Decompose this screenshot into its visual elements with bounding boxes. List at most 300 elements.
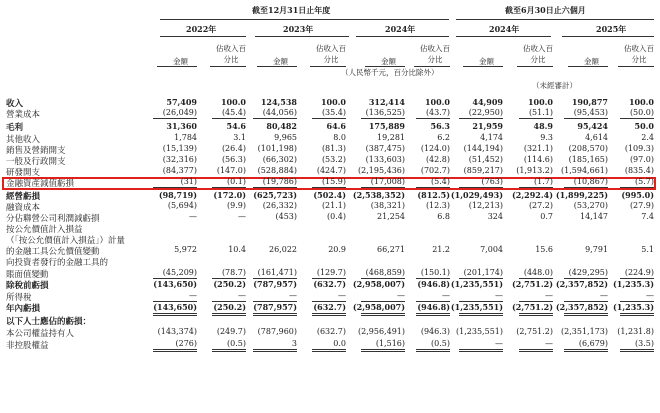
row-value: (53,270)	[573, 201, 608, 210]
row-value: (0.5)	[431, 339, 450, 348]
total-rule	[312, 313, 346, 314]
row-value: (56.3)	[221, 155, 246, 164]
row-value: 124,538	[260, 97, 297, 107]
row-value: (995.0)	[621, 190, 654, 200]
row-value: (136,525)	[365, 108, 405, 117]
row-value: (143,374)	[157, 327, 197, 336]
row-label: 收入	[6, 99, 24, 109]
row-value: (84,377)	[162, 166, 197, 175]
total-rule	[153, 313, 197, 314]
total-rule	[564, 315, 608, 316]
unaudited-note: （未經審計）	[532, 81, 577, 90]
subtotal-rule	[620, 118, 654, 119]
row-value: (114.6)	[523, 155, 553, 164]
row-value: (1,235,551)	[456, 327, 503, 336]
subtotal-rule	[361, 118, 405, 119]
row-value: 50.0	[634, 121, 654, 131]
row-value: (21.1)	[321, 201, 346, 210]
total-rule	[253, 313, 297, 314]
row-value: 66,271	[377, 245, 405, 254]
row-value: (424.7)	[316, 166, 346, 175]
total-rule	[416, 315, 450, 316]
row-value: (224.9)	[624, 268, 654, 277]
row-label: 年內虧損	[6, 304, 41, 314]
row-value: (22,950)	[468, 108, 503, 117]
row-value: (42.8)	[425, 155, 450, 164]
row-value: 80,482	[266, 121, 297, 131]
row-value: (1,235,551)	[450, 302, 503, 312]
row-value: (787,957)	[253, 279, 297, 289]
total-rule	[519, 351, 553, 352]
row-value: (35.4)	[321, 108, 346, 117]
total-rule	[212, 315, 246, 316]
year-header: 2025年	[596, 24, 627, 34]
row-value: (95,453)	[573, 108, 608, 117]
row-value: (702.7)	[420, 166, 450, 175]
row-value: 10.4	[228, 245, 246, 254]
subtotal-rule	[153, 187, 197, 188]
row-value: (26.4)	[221, 144, 246, 153]
year-rule	[562, 36, 654, 37]
row-value: (101,198)	[257, 144, 297, 153]
row-value: —	[646, 291, 654, 300]
row-label: 其他收入	[6, 135, 41, 145]
row-value: —	[189, 212, 197, 221]
row-value: —	[545, 291, 553, 300]
year-header: 2024年	[489, 24, 520, 34]
pct-header: 佔收入百分比	[624, 44, 654, 64]
row-value: 57,409	[166, 97, 197, 107]
row-value: 54.6	[226, 121, 246, 131]
row-value: (632.7)	[316, 327, 346, 336]
row-value: 3.1	[233, 133, 246, 142]
row-value: (250.2)	[213, 302, 246, 312]
row-value: —	[495, 339, 503, 348]
total-rule	[416, 313, 450, 314]
row-value: (172.0)	[213, 190, 246, 200]
year-header: 2022年	[186, 24, 217, 34]
row-value: (2,538,352)	[352, 190, 405, 200]
row-value: (147.0)	[216, 166, 246, 175]
row-value: —	[238, 212, 246, 221]
period-header-annual: 截至12月31日止年度	[252, 5, 331, 15]
subtotal-rule	[212, 278, 246, 279]
row-value: (5.4)	[431, 177, 450, 186]
total-rule	[519, 349, 553, 350]
row-value: 95,424	[577, 121, 608, 131]
row-value: (185,165)	[568, 155, 608, 164]
row-value: (1,913.2)	[516, 166, 553, 175]
row-label: 一般及行政開支	[6, 157, 66, 167]
row-label: （「按公允價值計入損益」）計量	[6, 236, 126, 246]
total-rule	[153, 315, 197, 316]
row-label: 的金融工具公允價值變動	[6, 247, 100, 257]
row-value: (528,884)	[257, 166, 297, 175]
subtotal-rule	[153, 118, 197, 119]
row-value: (17,008)	[370, 177, 405, 186]
subtotal-rule	[519, 301, 553, 302]
row-value: —	[495, 291, 503, 300]
row-value: (2,292.4)	[512, 190, 553, 200]
row-value: (632.7)	[313, 302, 346, 312]
row-value: (2,751.2)	[512, 279, 553, 289]
row-value: (15.9)	[321, 177, 346, 186]
row-label: 所得稅	[6, 293, 32, 303]
row-label: 經營虧損	[6, 192, 41, 202]
subtotal-rule	[253, 118, 297, 119]
row-label: 按公允價值計入損益	[6, 225, 83, 235]
subtotal-rule	[416, 118, 450, 119]
row-value: 100.0	[220, 97, 246, 107]
subtotal-rule	[253, 278, 297, 279]
total-rule	[519, 313, 553, 314]
row-value: (387,475)	[365, 144, 405, 153]
row-value: (1,899,225)	[555, 190, 608, 200]
row-value: (1,235.3)	[613, 302, 654, 312]
row-value: 4,174	[480, 133, 503, 142]
total-rule	[212, 349, 246, 350]
row-value: 5.1	[641, 245, 654, 254]
row-value: (0.5)	[227, 339, 246, 348]
row-value: (10,867)	[573, 177, 608, 186]
row-value: (448.0)	[523, 268, 553, 277]
row-value: —	[238, 291, 246, 300]
row-value: (43.7)	[425, 108, 450, 117]
row-value: (9.9)	[227, 201, 246, 210]
subtotal-rule	[519, 187, 553, 188]
row-value: (53.2)	[321, 155, 346, 164]
row-value: (468,859)	[365, 268, 405, 277]
total-rule	[312, 351, 346, 352]
row-value: (66,302)	[262, 155, 297, 164]
row-value: (26,049)	[162, 108, 197, 117]
row-value: (208,570)	[568, 144, 608, 153]
row-value: (2,357,852)	[555, 279, 608, 289]
row-value: —	[289, 291, 297, 300]
row-value: (1,235.3)	[613, 279, 654, 289]
row-value: (946.3)	[420, 327, 450, 336]
total-rule	[153, 351, 197, 352]
row-label: 本公司權益持有人	[6, 329, 75, 339]
row-value: (859,217)	[463, 166, 503, 175]
total-rule	[253, 351, 297, 352]
row-value: (1,594,661)	[561, 166, 608, 175]
row-value: (0.1)	[227, 177, 246, 186]
row-value: 20.9	[328, 245, 346, 254]
amount-header: 金額	[584, 57, 599, 66]
pct-header: 佔收入百分比	[420, 44, 450, 64]
subtotal-rule	[620, 278, 654, 279]
row-value: (143,650)	[153, 279, 197, 289]
row-value: (946.8)	[417, 279, 450, 289]
row-value: (38,321)	[370, 201, 405, 210]
row-value: (81.3)	[321, 144, 346, 153]
row-value: 3	[291, 339, 297, 348]
total-rule	[212, 313, 246, 314]
row-value: (109.3)	[624, 144, 654, 153]
row-value: 44,909	[472, 97, 503, 107]
total-rule	[519, 315, 553, 316]
subtotal-rule	[253, 301, 297, 302]
total-rule	[459, 315, 503, 316]
row-value: 15.6	[535, 245, 553, 254]
row-value: (161,471)	[257, 268, 297, 277]
year-rule	[356, 36, 449, 37]
subtotal-rule	[312, 301, 346, 302]
row-value: 0.7	[540, 212, 553, 221]
row-value: (201,174)	[463, 268, 503, 277]
row-value: 5,972	[174, 245, 197, 254]
row-value: (6,679)	[578, 339, 608, 348]
row-value: 56.3	[430, 121, 450, 131]
row-value: (787,960)	[257, 327, 297, 336]
total-rule	[620, 315, 654, 316]
row-value: 48.9	[533, 121, 553, 131]
row-value: (44,056)	[262, 108, 297, 117]
row-value: (321.1)	[523, 144, 553, 153]
row-label: 以下人士應佔的虧損：	[6, 317, 92, 327]
row-value: 64.6	[326, 121, 346, 131]
row-value: 2.4	[641, 133, 654, 142]
total-rule	[361, 313, 405, 314]
subtotal-rule	[212, 118, 246, 119]
row-value: (1,029,493)	[450, 190, 503, 200]
row-label: 毛利	[6, 123, 24, 133]
row-value: (144,194)	[463, 144, 503, 153]
row-value: 100.0	[320, 97, 346, 107]
total-rule	[361, 315, 405, 316]
row-value: (1,516)	[375, 339, 405, 348]
row-value: (51.1)	[528, 108, 553, 117]
row-value: (15,139)	[162, 144, 197, 153]
row-value: (12.3)	[425, 201, 450, 210]
row-value: (129.7)	[316, 268, 346, 277]
total-rule	[620, 349, 654, 350]
row-value: 9,965	[274, 133, 297, 142]
row-value: (2,357,852)	[555, 302, 608, 312]
subtotal-rule	[416, 301, 450, 302]
subtotal-rule	[416, 187, 450, 188]
row-value: (250.2)	[213, 279, 246, 289]
row-value: (12,213)	[468, 201, 503, 210]
subtotal-rule	[564, 118, 608, 119]
row-value: —	[442, 291, 450, 300]
row-value: (812.5)	[417, 190, 450, 200]
row-value: (835.4)	[624, 166, 654, 175]
row-value: (5,694)	[167, 201, 197, 210]
header-rule-half	[456, 19, 654, 20]
row-value: (3.5)	[635, 339, 654, 348]
header-rule-annual	[160, 19, 449, 20]
subtotal-rule	[253, 187, 297, 188]
row-value: 9.3	[540, 133, 553, 142]
total-rule	[361, 349, 405, 350]
amount-header: 金額	[173, 57, 188, 66]
row-value: (124.0)	[420, 144, 450, 153]
row-value: (1.7)	[534, 177, 553, 186]
row-value: —	[600, 291, 608, 300]
row-value: (429,295)	[568, 268, 608, 277]
pct-header: 佔收入百分比	[316, 44, 346, 64]
row-value: (32,316)	[162, 155, 197, 164]
row-value: 324	[487, 212, 503, 221]
subtotal-rule	[620, 301, 654, 302]
amount-header: 金額	[273, 57, 288, 66]
subtotal-rule	[459, 278, 503, 279]
row-value: 0.0	[333, 339, 346, 348]
row-value: (625,723)	[253, 190, 297, 200]
total-rule	[459, 351, 503, 352]
row-value: (2,958,007)	[352, 279, 405, 289]
row-value: 19,281	[377, 133, 405, 142]
year-rule	[255, 36, 349, 37]
total-rule	[564, 351, 608, 352]
row-label: 向投資者發行的金融工具的	[6, 258, 109, 268]
total-rule	[416, 351, 450, 352]
subtotal-rule	[361, 187, 405, 188]
row-value: 6.8	[437, 212, 450, 221]
row-value: (763)	[481, 177, 503, 186]
pct-header: 佔收入百分比	[216, 44, 246, 64]
row-value: (2,195,436)	[358, 166, 405, 175]
amount-header: 金額	[381, 57, 396, 66]
subtotal-rule	[153, 278, 197, 279]
row-value: (1,231.8)	[617, 327, 654, 336]
year-header: 2023年	[283, 24, 314, 34]
row-value: (0.4)	[327, 212, 346, 221]
row-value: (143,650)	[153, 302, 197, 312]
row-value: 21,959	[472, 121, 503, 131]
row-value: (27.2)	[528, 201, 553, 210]
total-rule	[459, 313, 503, 314]
row-value: (50.0)	[629, 108, 654, 117]
row-value: 7.4	[641, 212, 654, 221]
total-rule	[620, 351, 654, 352]
row-label: 營業成本	[6, 110, 41, 120]
subtotal-rule	[312, 187, 346, 188]
period-header-half: 截至6月30日止六個月	[505, 5, 586, 15]
row-value: (2,751.2)	[512, 302, 553, 312]
row-value: (26,332)	[262, 201, 297, 210]
subtotal-rule	[361, 301, 405, 302]
row-value: (2,351,173)	[561, 327, 608, 336]
row-label: 研發開支	[6, 168, 41, 178]
row-label: 賬面值變動	[6, 270, 49, 280]
total-rule	[212, 351, 246, 352]
row-value: (78.7)	[221, 268, 246, 277]
total-rule	[620, 313, 654, 314]
total-rule	[312, 349, 346, 350]
row-value: 190,877	[571, 97, 608, 107]
row-value: (27.9)	[629, 201, 654, 210]
total-rule	[564, 349, 608, 350]
row-value: 100.0	[424, 97, 450, 107]
subtotal-rule	[459, 187, 503, 188]
row-value: (19,786)	[262, 177, 297, 186]
row-label: 金融資產減值虧損	[6, 179, 75, 189]
subtotal-rule	[361, 278, 405, 279]
row-label: 分佔聯營公司利潤減虧損	[6, 214, 100, 224]
subtotal-rule	[564, 187, 608, 188]
row-value: (2,751.2)	[516, 327, 553, 336]
subtotal-rule	[312, 118, 346, 119]
subtotal-rule	[620, 187, 654, 188]
row-value: 100.0	[628, 97, 654, 107]
subtotal-rule	[416, 278, 450, 279]
row-value: (946.8)	[417, 302, 450, 312]
row-value: —	[545, 339, 553, 348]
row-value: 26,022	[269, 245, 297, 254]
row-value: 8.0	[333, 133, 346, 142]
total-rule	[416, 349, 450, 350]
unit-note: （人民幣千元，百分比除外）	[341, 68, 439, 77]
row-value: —	[338, 291, 346, 300]
subtotal-rule	[459, 118, 503, 119]
pct-header: 佔收入百分比	[523, 44, 553, 64]
row-value: 100.0	[527, 97, 553, 107]
subtotal-rule	[519, 278, 553, 279]
total-rule	[253, 315, 297, 316]
row-value: 21.2	[432, 245, 450, 254]
row-value: (249.7)	[216, 327, 246, 336]
row-label: 融資成本	[6, 203, 41, 213]
row-label: 除稅前虧損	[6, 281, 49, 291]
row-value: (45.4)	[221, 108, 246, 117]
total-rule	[153, 349, 197, 350]
subtotal-rule	[312, 278, 346, 279]
row-label: 非控股權益	[6, 341, 49, 351]
row-value: —	[189, 291, 197, 300]
row-value: (2,958,007)	[352, 302, 405, 312]
total-rule	[459, 349, 503, 350]
subtotal-rule	[153, 301, 197, 302]
year-rule	[160, 36, 246, 37]
row-value: (502.4)	[313, 190, 346, 200]
year-rule	[456, 36, 551, 37]
total-rule	[564, 313, 608, 314]
row-value: 31,360	[166, 121, 197, 131]
row-value: (2,956,491)	[358, 327, 405, 336]
row-value: 14,147	[580, 212, 608, 221]
total-rule	[253, 349, 297, 350]
total-rule	[361, 351, 405, 352]
row-value: (97.0)	[629, 155, 654, 164]
row-value: 312,414	[368, 97, 405, 107]
subtotal-rule	[212, 301, 246, 302]
subtotal-rule	[459, 301, 503, 302]
row-value: (133,603)	[365, 155, 405, 164]
row-value: (5.7)	[635, 177, 654, 186]
row-value: (787,957)	[253, 302, 297, 312]
row-value: (51,452)	[468, 155, 503, 164]
subtotal-rule	[564, 278, 608, 279]
subtotal-rule	[564, 301, 608, 302]
row-value: 7,004	[480, 245, 503, 254]
row-value: (45,209)	[162, 268, 197, 277]
row-value: 21,254	[377, 212, 405, 221]
amount-header: 金額	[479, 57, 494, 66]
row-value: 175,889	[368, 121, 405, 131]
total-rule	[312, 315, 346, 316]
row-value: (453)	[275, 212, 297, 221]
row-value: 4,614	[585, 133, 608, 142]
row-label: 銷售及營銷開支	[6, 146, 66, 156]
row-value: (632.7)	[313, 279, 346, 289]
row-value: (1,235,551)	[450, 279, 503, 289]
subtotal-rule	[519, 118, 553, 119]
row-value: (276)	[175, 339, 197, 348]
row-value: —	[397, 291, 405, 300]
